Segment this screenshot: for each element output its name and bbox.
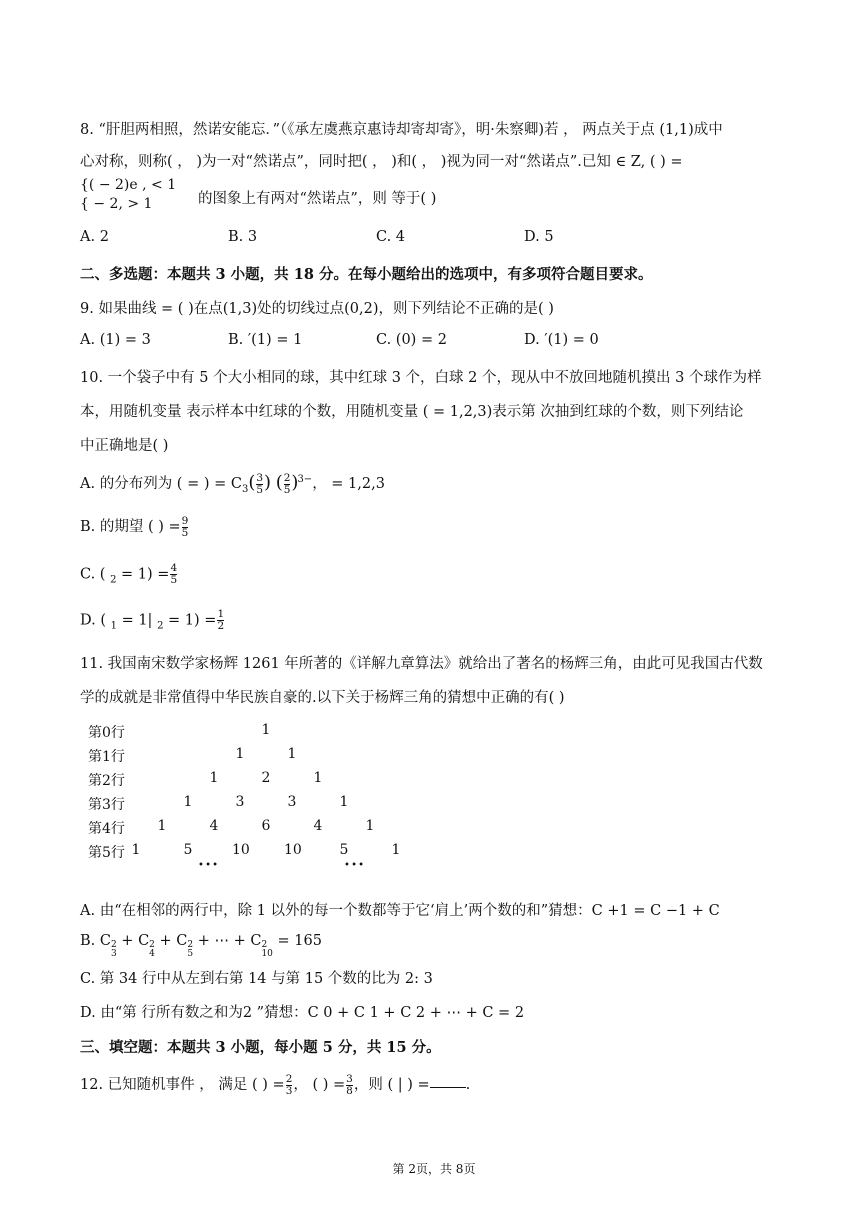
q11-option-a[interactable]: A. 由“在相邻的两行中，除 1 以外的每一个数都等于它‘肩上’两个数的和”猜想：C +1 = C −1 + C [80,903,720,919]
frac-2-5: $\frac{2}{5}$ [283,471,291,496]
q10-line2: 本，用随机变量 表示样本中红球的个数，用随机变量 ( = 1,2,3)表示第 次抽到红球的个数，则下列结论 [80,404,744,420]
pascal-number: 4 [313,818,323,834]
q8-piece1: ( − 2)e , < 1 [88,177,177,193]
pascal-number: 6 [261,818,271,834]
pascal-row-label: 第2行 [88,773,125,789]
q9-option-c[interactable]: C. (0) = 2 [376,332,447,348]
q10-option-d[interactable]: D. ( $_1$ = 1| $_2$ = 1) = $\frac{1}{2}$ [80,608,225,632]
q8-option-a[interactable]: A. 2 [80,229,109,245]
pascal-number: 10 [232,842,250,858]
q8-tail: 的图象上有两对“然诺点”，则 等于( ) [198,191,437,207]
frac-3-5-a: $\frac{3}{5}$ [256,471,264,496]
pascal-number: 1 [339,794,349,810]
pascal-number: 2 [261,770,271,786]
q8-piecewise: {( − 2)e , < 1 { − 2, > 1 [80,177,177,212]
q9-stem: 9. 如果曲线 = ( )在点(1,3)处的切线过点(0,2)，则下列结论不正确的是( ) [80,301,554,317]
q10-option-b[interactable]: B. 的期望 ( ) = $\frac{9}{5}$ [80,514,189,539]
pascal-number: 4 [209,818,219,834]
pascal-number: 1 [157,818,167,834]
pascal-number: 1 [131,842,141,858]
q11-option-b[interactable]: B. C 2 3 + C 2 4 + C 2 5 + ⋯ + C 2 10 = 165 [80,933,322,959]
q9-option-b[interactable]: B. ′(1) = 1 [228,332,303,348]
frac-2-3: $\frac{2}{3}$ [285,1072,293,1097]
q10-option-a[interactable]: A. 的分布列为 ( = ) = $C_3$( $\frac{3}{5}$ ) ( $\frac{2}{5}$ )3−， = 1,2,3 [80,471,385,496]
answer-blank[interactable] [430,1086,466,1088]
q9-option-a[interactable]: A. (1) = 3 [80,332,151,348]
pascal-row-label: 第3行 [88,797,125,813]
pascal-number: 5 [183,842,193,858]
q8-option-c[interactable]: C. 4 [376,229,406,245]
q8-option-b[interactable]: B. 3 [228,229,258,245]
pascal-row-label: 第4行 [88,821,125,837]
q8-line2: 心对称，则称( ， )为一对“然诺点”，同时把( ， )和( ， )视为同一对“然诺点”.已知 ∈ Z, ( ) = [80,154,683,170]
frac-1-2: $\frac{1}{2}$ [217,608,225,632]
pascal-row-label: 第5行 [88,845,125,861]
pascal-triangle [88,722,428,872]
pascal-number: 3 [287,794,297,810]
pascal-row-label: 第1行 [88,749,125,765]
pascal-ellipsis: • • • [198,860,218,871]
q11-line1: 11. 我国南宋数学家杨辉 1261 年所著的《详解九章算法》就给出了著名的杨辉三角，由此可见我国古代数 [80,656,763,672]
pascal-number: 3 [235,794,245,810]
q10-line1: 10. 一个袋子中有 5 个大小相同的球，其中红球 3 个，白球 2 个，现从中不放回地随机摸出 3 个球作为样 [80,370,762,386]
pascal-number: 5 [339,842,349,858]
pascal-row-label: 第0行 [88,725,125,741]
frac-4-5: $\frac{4}{5}$ [170,562,178,586]
pascal-number: 1 [261,722,271,738]
frac-3-8: $\frac{3}{8}$ [346,1072,353,1097]
pascal-number: 1 [287,746,297,762]
pascal-number: 1 [183,794,193,810]
pascal-number: 1 [235,746,245,762]
pascal-number: 1 [365,818,375,834]
pascal-number: 1 [313,770,323,786]
section-3-heading: 三、填空题：本题共 3 小题，每小题 5 分，共 15 分。 [80,1039,441,1056]
q9-option-d[interactable]: D. ′(1) = 0 [524,332,599,348]
pascal-number: 10 [284,842,302,858]
q8-line1: 8. “肝胆两相照，然诺安能忘．”（《承左虞燕京惠诗却寄却寄》，明·朱察卿)若 ， 两点关于点 (1,1)成中 [80,122,723,138]
q11-line2: 学的成就是非常值得中华民族自豪的.以下关于杨辉三角的猜想中正确的有( ) [80,690,565,706]
q11-option-d[interactable]: D. 由“第 行所有数之和为2 ”猜想：C 0 + C 1 + C 2 + ⋯ + C = 2 [80,1005,525,1021]
pascal-number: 1 [391,842,401,858]
page-footer: 第 2页，共 8页 [392,1162,476,1176]
pascal-number: 1 [209,770,219,786]
q10-option-c[interactable]: C. ( $_2$ = 1) = $\frac{4}{5}$ [80,562,178,586]
q10-line3: 中正确地是( ) [80,438,169,454]
section-2-heading: 二、多选题：本题共 3 小题，共 18 分。在每小题给出的选项中，有多项符合题目要求。 [80,266,653,283]
q8-piece2: − 2, > 1 [88,196,153,212]
pascal-ellipsis: • • • [344,860,364,871]
q9-options [80,332,672,348]
q8-options [80,229,672,245]
frac-9-5: $\frac{9}{5}$ [181,514,189,539]
q12-stem: 12. 已知随机事件 ， 满足 ( ) = $\frac{2}{3}$ ， ( ) = $\frac{3}{8}$ ，则 ( | ) = . [80,1072,471,1097]
q11-option-c[interactable]: C. 第 34 行中从左到右第 14 与第 15 个数的比为 2: 3 [80,971,433,987]
q8-option-d[interactable]: D. 5 [524,229,554,245]
